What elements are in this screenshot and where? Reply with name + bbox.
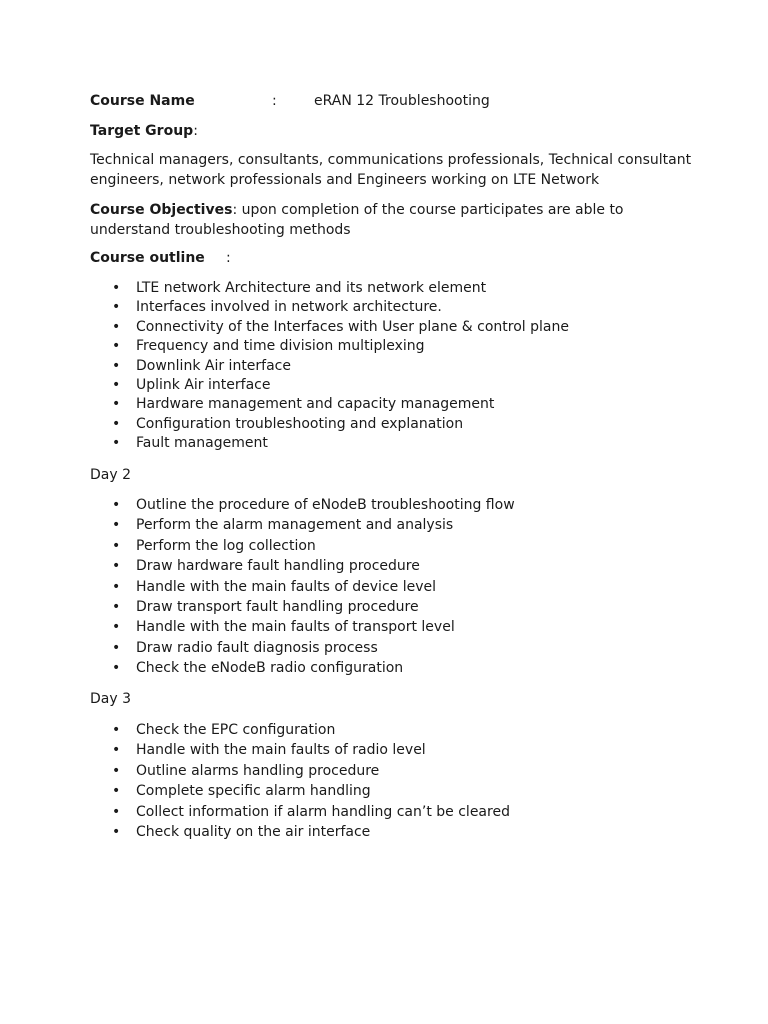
bullet-icon: • (112, 497, 121, 513)
bullet-icon: • (112, 338, 121, 355)
list-item (112, 279, 569, 298)
bullet-icon: • (112, 578, 121, 595)
bullet-icon: • (112, 619, 121, 636)
list-item (112, 357, 569, 376)
course-name-label: Course Name (90, 93, 195, 109)
day3-list (112, 720, 510, 842)
list-item-text: Check the eNodeB radio configuration (136, 660, 404, 677)
list-item (112, 658, 515, 678)
list-item (112, 415, 569, 434)
list-item (112, 617, 515, 637)
list-item-text: Configuration troubleshooting and explanation (136, 415, 464, 432)
bullet-icon: • (112, 639, 121, 656)
list-item-text: Handle with the main faults of transport level (136, 619, 455, 636)
bullet-icon: • (112, 517, 121, 534)
list-item-text: Perform the alarm management and analysis (136, 517, 454, 534)
list-item (112, 434, 569, 453)
list-item-text: Complete specific alarm handling (136, 783, 371, 800)
bullet-icon: • (112, 537, 121, 554)
list-item-text: Check quality on the air interface (136, 823, 371, 840)
bullet-icon: • (112, 660, 121, 677)
list-item (112, 536, 515, 556)
list-item-text: Connectivity of the Interfaces with User plane & control plane (136, 318, 569, 335)
list-item-text: Frequency and time division multiplexing (136, 338, 425, 355)
bullet-icon: • (112, 742, 121, 759)
list-item-text: Fault management (136, 435, 268, 452)
list-item (112, 577, 515, 597)
course-outline-colon: : (226, 250, 231, 266)
list-item-text: Outline the procedure of eNodeB troubleshooting flow (136, 497, 515, 513)
list-item (112, 495, 515, 515)
list-item-text: Handle with the main faults of radio level (136, 742, 426, 759)
list-item-text: Downlink Air interface (136, 357, 291, 374)
target-group-colon: : (193, 123, 198, 139)
list-item-text: Uplink Air interface (136, 376, 271, 393)
list-item (112, 781, 510, 801)
bullet-icon: • (112, 783, 121, 800)
course-outline-heading (90, 248, 231, 268)
bullet-icon: • (112, 396, 121, 413)
list-item (112, 376, 569, 395)
list-item-text: Outline alarms handling procedure (136, 762, 380, 779)
day3-heading: Day 3 (90, 691, 132, 707)
list-item-text: Check the EPC configuration (136, 722, 336, 738)
target-group-heading (90, 121, 198, 141)
day2-heading: Day 2 (90, 467, 132, 483)
bullet-icon: • (112, 558, 121, 575)
course-name-colon: : (272, 93, 277, 109)
bullet-icon: • (112, 415, 121, 432)
bullet-icon: • (112, 762, 121, 779)
course-name-row (90, 91, 490, 111)
course-objectives-text-line1: : upon completion of the course participates are able to (232, 202, 624, 218)
course-outline-label: Course outline (90, 250, 205, 266)
bullet-icon: • (112, 376, 121, 393)
list-item-text: Hardware management and capacity management (136, 396, 495, 413)
course-name-value: eRAN 12 Troubleshooting (314, 93, 490, 109)
target-group-text-line2: engineers, network professionals and Engineers working on LTE Network (90, 172, 600, 188)
course-objectives-row (90, 200, 624, 220)
bullet-icon: • (112, 435, 121, 452)
bullet-icon: • (112, 299, 121, 316)
bullet-icon: • (112, 722, 121, 738)
course-objectives-label: Course Objectives (90, 202, 233, 218)
bullet-icon: • (112, 598, 121, 615)
list-item (112, 822, 510, 842)
list-item (112, 597, 515, 617)
list-item (112, 802, 510, 822)
bullet-icon: • (112, 357, 121, 374)
day2-list (112, 495, 515, 679)
list-item-text: Draw hardware fault handling procedure (136, 558, 420, 575)
list-item (112, 337, 569, 356)
list-item (112, 761, 510, 781)
bullet-icon: • (112, 823, 121, 840)
list-item (112, 720, 510, 740)
list-item-text: LTE network Architecture and its network element (136, 280, 487, 296)
list-item (112, 395, 569, 414)
list-item (112, 318, 569, 337)
list-item (112, 556, 515, 576)
course-outline-list (112, 279, 569, 454)
list-item-text: Interfaces involved in network architecture. (136, 299, 442, 316)
bullet-icon: • (112, 280, 121, 296)
list-item (112, 740, 510, 760)
list-item-text: Draw transport fault handling procedure (136, 598, 419, 615)
list-item-text: Handle with the main faults of device level (136, 578, 437, 595)
list-item-text: Collect information if alarm handling can’t be cleared (136, 803, 510, 820)
bullet-icon: • (112, 318, 121, 335)
target-group-text-line1: Technical managers, consultants, communications professionals, Technical consultant (90, 152, 692, 168)
list-item (112, 515, 515, 535)
list-item (112, 638, 515, 658)
list-item (112, 298, 569, 317)
list-item-text: Draw radio fault diagnosis process (136, 639, 378, 656)
list-item-text: Perform the log collection (136, 537, 316, 554)
course-objectives-text-line2: understand troubleshooting methods (90, 222, 351, 238)
bullet-icon: • (112, 803, 121, 820)
target-group-label: Target Group (90, 123, 194, 139)
